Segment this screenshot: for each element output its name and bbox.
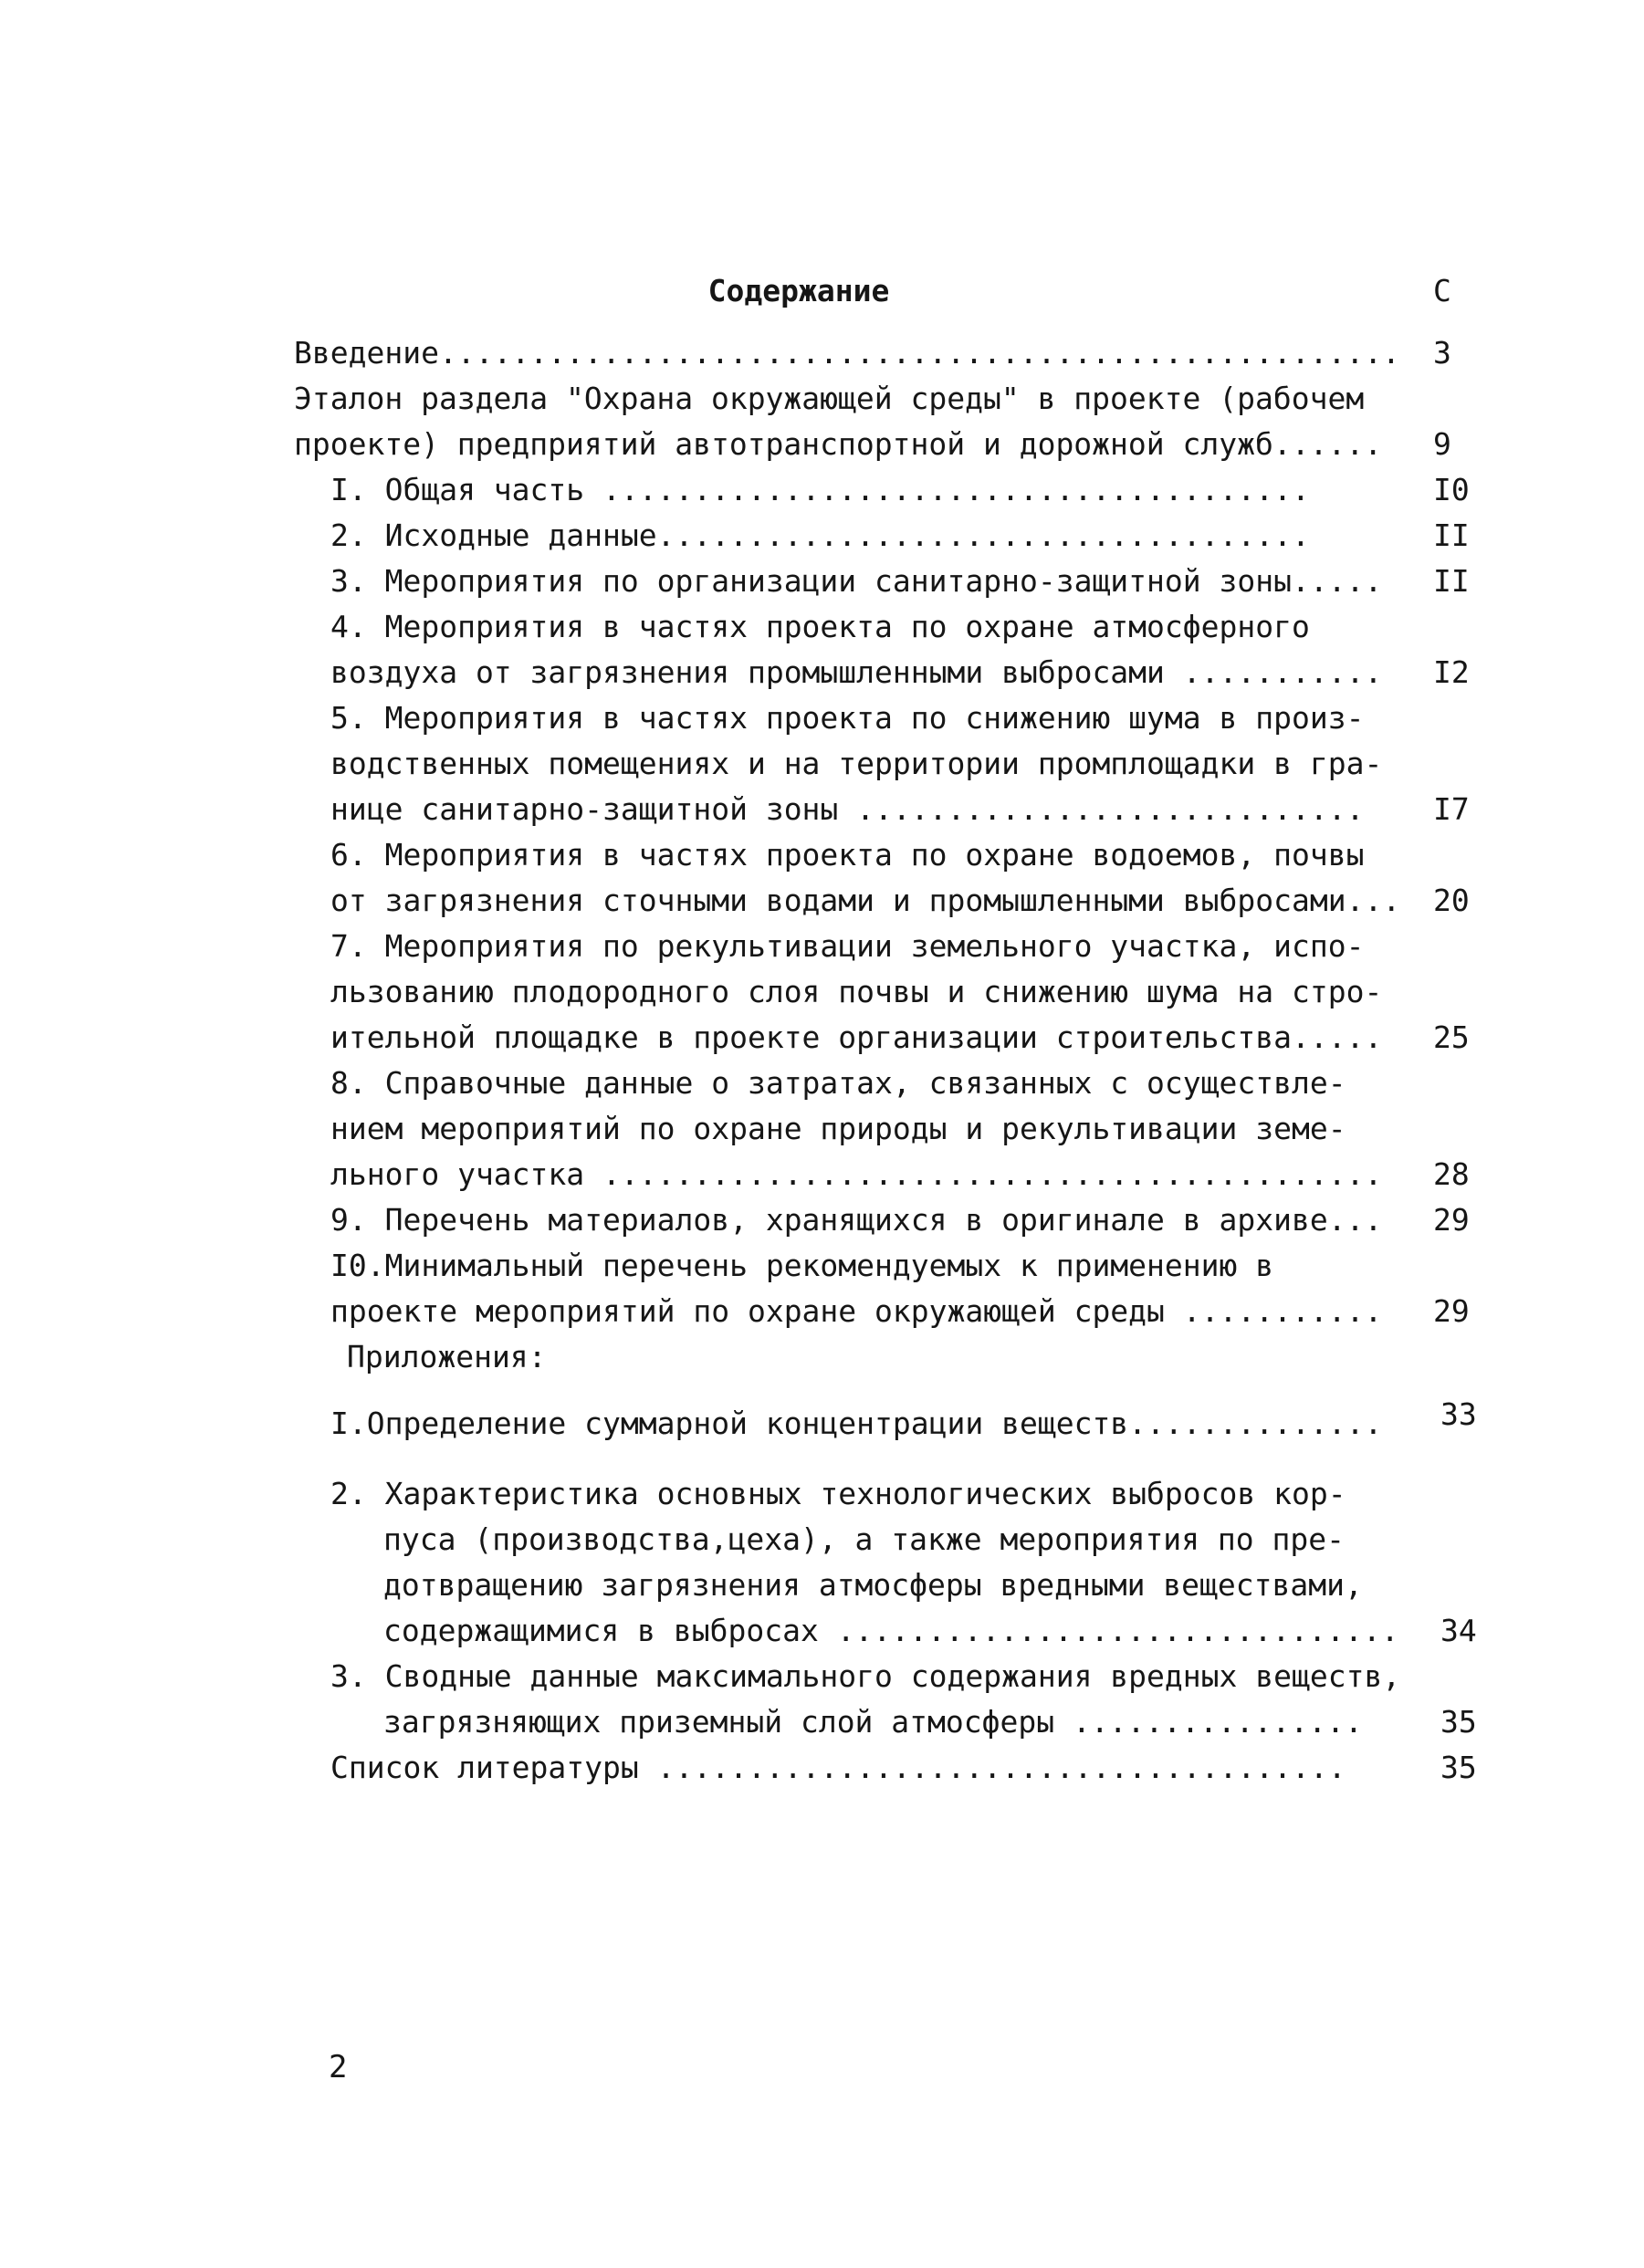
toc-entry-section-7-line: 7. Мероприятия по рекультивации земельного участка, испо- xyxy=(330,928,1365,964)
toc-entry-section-5-line: водственных помещениях и на территории промплощадки в гра- xyxy=(330,746,1383,781)
toc-entry-section-1-line: I. Общая часть ....................................... xyxy=(330,472,1310,507)
toc-entry-section-9-page: 29 xyxy=(1433,1202,1470,1238)
toc-entry-section-10-line: I0.Минимальный перечень рекомендуемых к применению в xyxy=(330,1248,1274,1283)
toc-entry-section-3-line: 3. Мероприятия по организации санитарно-защитной зоны..... xyxy=(330,563,1383,599)
toc-entry-standard-line: Эталон раздела "Охрана окружающей среды" в проекте (рабочем xyxy=(294,381,1365,416)
toc-entry-section-3-page: II xyxy=(1433,563,1470,599)
toc-entry-section-8-page: 28 xyxy=(1433,1156,1470,1192)
toc-entry-section-10-page: 29 xyxy=(1433,1293,1470,1329)
toc-entry-section-6-line: 6. Мероприятия в частях проекта по охране водоемов, почвы xyxy=(330,837,1365,873)
toc-entry-section-4-page: I2 xyxy=(1433,654,1470,690)
toc-entry-standard-line: проекте) предприятий автотранспортной и дорожной служб...... xyxy=(294,426,1383,462)
toc-entry-appendix-2-line: дотвращению загрязнения атмосферы вредными веществами, xyxy=(383,1567,1363,1603)
toc-entry-bibliography-page: 35 xyxy=(1440,1750,1477,1785)
toc-entry-appendix-2-line: содержащимися в выбросах ............................... xyxy=(383,1613,1399,1648)
toc-entry-appendix-3-page: 35 xyxy=(1440,1704,1477,1740)
toc-entry-appendix-3-line: загрязняющих приземный слой атмосферы ................ xyxy=(383,1704,1363,1740)
toc-entry-section-5-page: I7 xyxy=(1433,791,1470,827)
toc-entry-appendix-2-page: 34 xyxy=(1440,1613,1477,1648)
toc-entry-section-8-line: 8. Справочные данные о затратах, связанных с осуществле- xyxy=(330,1065,1346,1101)
page-column-label: С xyxy=(1433,273,1451,308)
toc-entry-section-9-line: 9. Перечень материалов, хранящихся в оригинале в архиве... xyxy=(330,1202,1383,1238)
toc-entry-section-6-line: от загрязнения сточными водами и промышленными выбросами... xyxy=(330,883,1401,918)
toc-entry-section-4-line: 4. Мероприятия в частях проекта по охране атмосферного xyxy=(330,609,1310,644)
toc-entry-bibliography-line: Список литературы ...................................... xyxy=(330,1750,1346,1785)
toc-entry-appendix-1-page: 33 xyxy=(1440,1396,1477,1432)
toc-entry-section-7-line: льзованию плодородного слоя почвы и снижению шума на стро- xyxy=(330,974,1383,1009)
toc-entry-appendix-2-line: пуса (производства,цеха), а также мероприятия по пре- xyxy=(383,1521,1345,1557)
toc-entry-appendix-1-line: I.Определение суммарной концентрации веществ.............. xyxy=(330,1406,1383,1441)
toc-entry-section-5-line: нице санитарно-защитной зоны ............................ xyxy=(330,791,1365,827)
toc-entry-standard-page: 9 xyxy=(1433,426,1451,462)
page-number: 2 xyxy=(329,2049,348,2085)
toc-entry-section-4-line: воздуха от загрязнения промышленными выбросами ........... xyxy=(330,654,1383,690)
toc-title: Содержание xyxy=(707,273,890,308)
toc-entry-section-1-page: I0 xyxy=(1433,472,1470,507)
toc-entry-section-8-line: льного участка ........................................... xyxy=(330,1156,1383,1192)
toc-entry-section-2-page: II xyxy=(1433,517,1470,553)
toc-entry-section-2-line: 2. Исходные данные.................................... xyxy=(330,517,1310,553)
toc-entry-section-10-line: проекте мероприятий по охране окружающей среды ........... xyxy=(330,1293,1383,1329)
toc-entry-appendix-2-line: 2. Характеристика основных технологических выбросов кор- xyxy=(330,1476,1346,1511)
toc-entry-section-8-line: нием мероприятий по охране природы и рекультивации земе- xyxy=(330,1111,1346,1146)
toc-entry-intro-line: Введение..................................................... xyxy=(294,335,1400,371)
toc-entry-section-5-line: 5. Мероприятия в частях проекта по снижению шума в произ- xyxy=(330,700,1365,736)
toc-entry-intro-page: 3 xyxy=(1433,335,1451,371)
toc-entry-appendix-3-line: 3. Сводные данные максимального содержания вредных веществ, xyxy=(330,1658,1401,1694)
toc-entry-section-6-page: 20 xyxy=(1433,883,1470,918)
toc-entry-section-7-page: 25 xyxy=(1433,1019,1470,1055)
appendices-heading: Приложения: xyxy=(347,1339,547,1374)
toc-entry-section-7-line: ительной площадке в проекте организации строительства..... xyxy=(330,1019,1383,1055)
